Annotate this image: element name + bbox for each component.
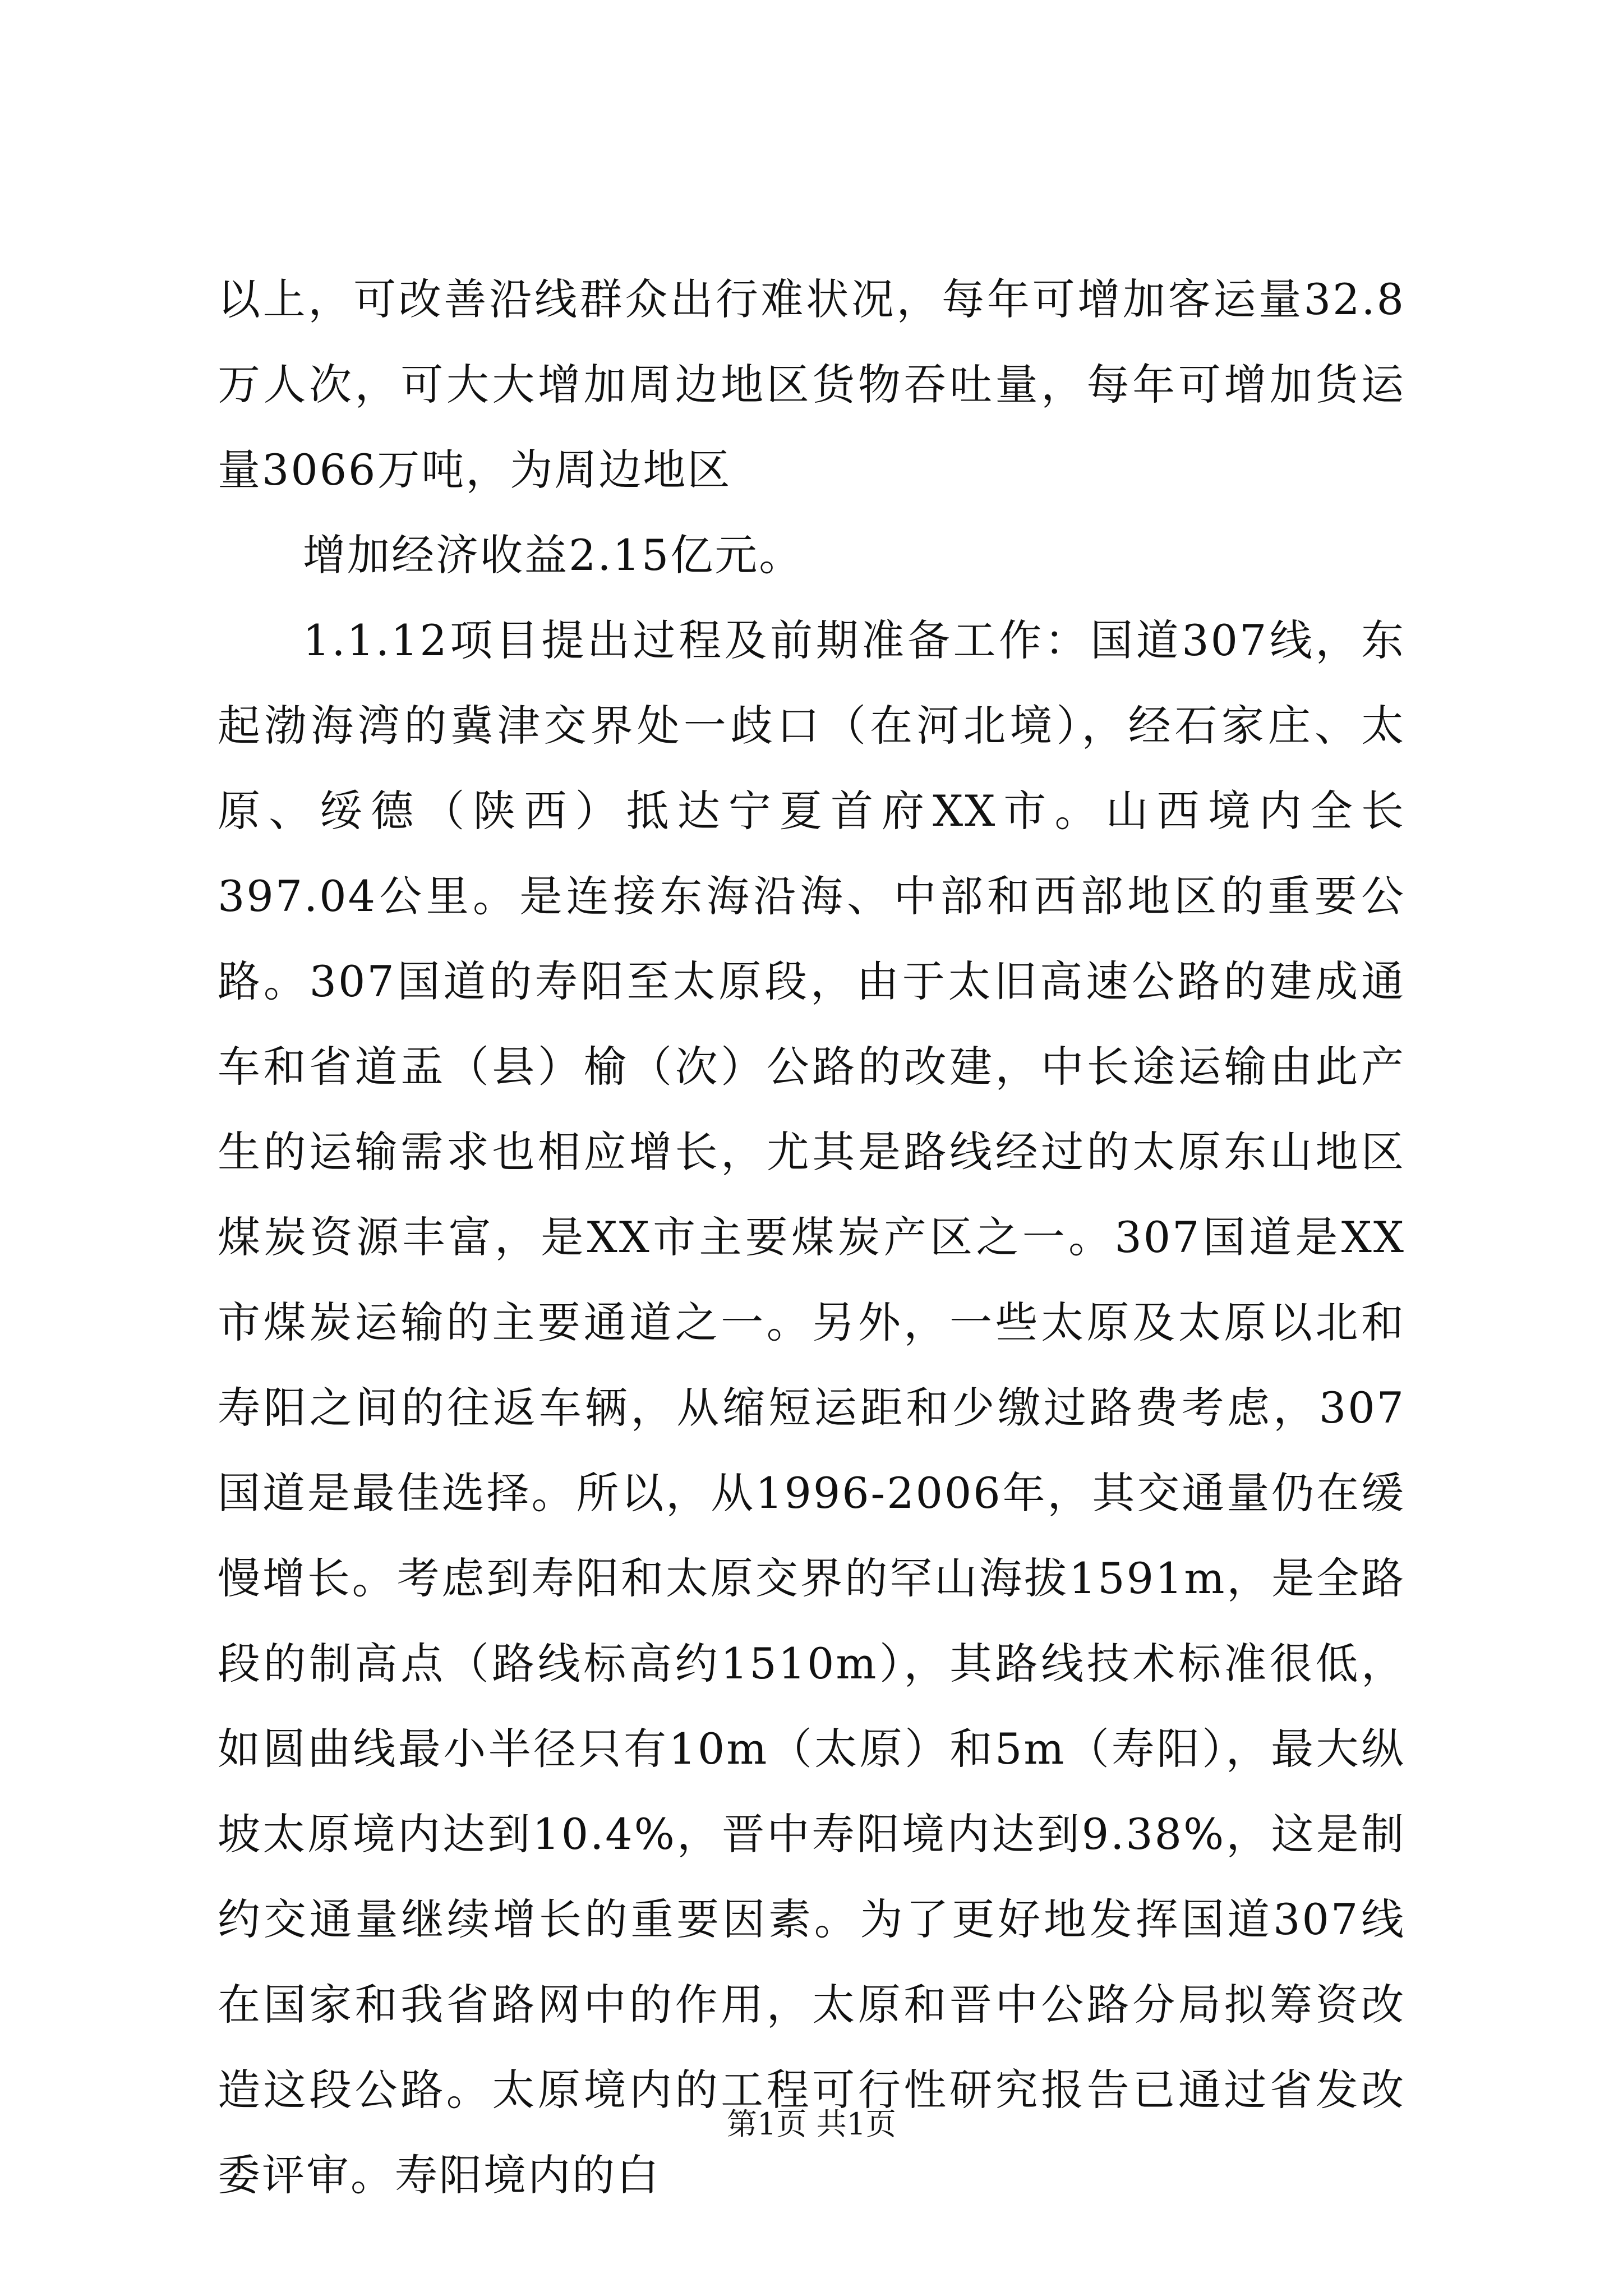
paragraph-economic-benefit: 增加经济收益2.15亿元。 [303,530,804,580]
page-footer: 第1页 共1页 [727,2106,896,2142]
document-body [218,257,1405,2218]
paragraph-project-background: 1.1.12项目提出过程及前期准备工作：国道307线，东起渤海湾的冀津交界处一歧口（在河北境），经石家庄、太原、绥德（陕西）抵达宁夏首府XX市。山西境内全长397.04公里。是连接东海沿海、中部和西部地区的重要公路。307国道的寿阳至太原段，由于太旧高速公路的建成通车和省道盂（县）榆（次）公路的改建，中长途运输由此产生的运输需求也相应增长，尤其是路线经过的太原东山地区煤炭资源丰富，是XX市主要煤炭产区之一。307国道是XX市煤炭运输的主要通道之一。另外，一些太原及太原以北和寿阳之间的往返车辆，从缩短运距和少缴过路费考虑，307国道是最佳选择。所以，从1996-2006年，其交通量仍在缓慢增长。考虑到寿阳和太原交界的罕山海拔1591m，是全路段的制高点（路线标高约1510m），其路线技术标准很低，如圆曲线最小半径只有10m（太原）和5m（寿阳），最大纵坡太原境内达到10.4%，晋中寿阳境内达到9.38%，这是制约交通量继续增长的重要因素。为了更好地发挥国道307线在国家和我省路网中的作用，太原和晋中公路分局拟筹资改造这段公路。太原境内的工程可行性研究报告已通过省发改委评审。寿阳境内的白 [218,615,1405,2200]
paragraph-continuation: 以上，可改善沿线群众出行难状况，每年可增加客运量32.8万人次，可大大增加周边地区货物吞吐量，每年可增加货运量3066万吨，为周边地区 [218,274,1405,495]
